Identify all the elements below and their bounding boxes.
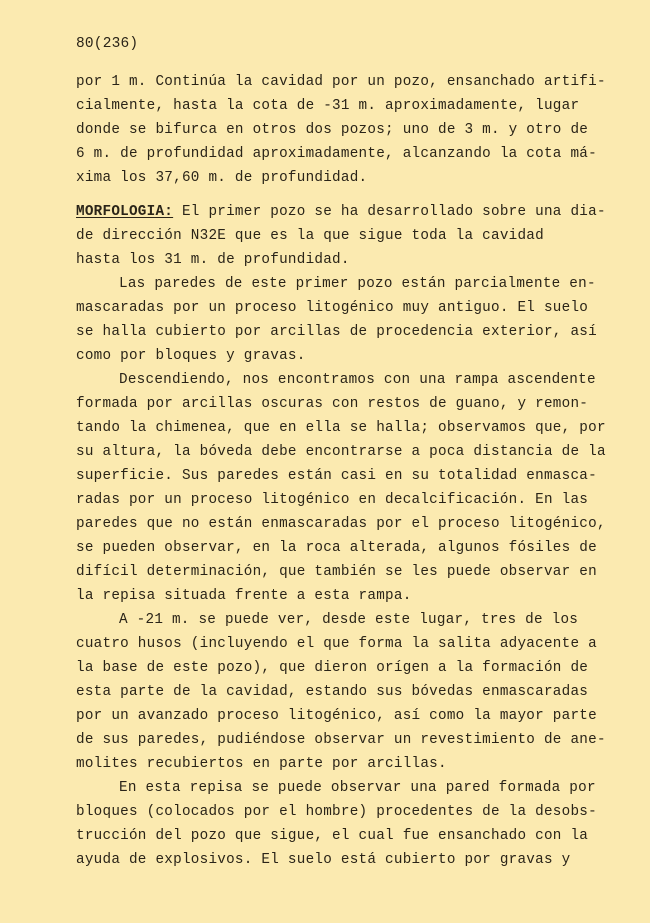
text-line: bloques (colocados por el hombre) procedentes de la desobs- (76, 804, 597, 820)
text-line: difícil determinación, que también se les puede observar en (76, 564, 597, 580)
text-line: mascaradas por un proceso litogénico muy antiguo. El suelo (76, 300, 589, 316)
text-line: de sus paredes, pudiéndose observar un revestimiento de ane- (76, 732, 606, 748)
section-heading-morfologia: MORFOLOGIA: (76, 204, 174, 220)
text-line: donde se bifurca en otros dos pozos; uno de 3 m. y otro de (76, 122, 589, 138)
text-line: trucción del pozo que sigue, el cual fue ensanchado con la (76, 828, 589, 844)
text-line: por 1 m. Continúa la cavidad por un pozo, ensanchado artifi- (76, 74, 606, 90)
text-line: como por bloques y gravas. (76, 348, 306, 364)
text-line: de dirección N32E que es la que sigue toda la cavidad (76, 228, 544, 244)
text-line: por un avanzado proceso litogénico, así como la mayor parte (76, 708, 597, 724)
text-line: formada por arcillas oscuras con restos de guano, y remon- (76, 396, 589, 412)
text-line: Las paredes de este primer pozo están parcialmente en- (119, 276, 596, 292)
text-line: se pueden observar, en la roca alterada, algunos fósiles de (76, 540, 597, 556)
text-line: Descendiendo, nos encontramos con una rampa ascendente (119, 372, 596, 388)
text-line: hasta los 31 m. de profundidad. (76, 252, 350, 268)
text-line: ayuda de explosivos. El suelo está cubierto por gravas y (76, 852, 571, 868)
text-line: A -21 m. se puede ver, desde este lugar, tres de los (119, 612, 579, 628)
text-line: xima los 37,60 m. de profundidad. (76, 170, 368, 186)
page-number: 80(236) (76, 36, 139, 52)
text-line: En esta repisa se puede observar una pared formada por (119, 780, 596, 796)
text-line: cuatro husos (incluyendo el que forma la salita adyacente a (76, 636, 597, 652)
text-line: esta parte de la cavidad, estando sus bóvedas enmascaradas (76, 684, 589, 700)
text-line: cialmente, hasta la cota de -31 m. aproximadamente, lugar (76, 98, 580, 114)
text-line: la repisa situada frente a esta rampa. (76, 588, 412, 604)
morfologia-text: El primer pozo se ha desarrollado sobre una dia- (173, 204, 606, 220)
text-line: su altura, la bóveda debe encontrarse a poca distancia de la (76, 444, 606, 460)
text-line: 6 m. de profundidad aproximadamente, alcanzando la cota má- (76, 146, 597, 162)
text-line: paredes que no están enmascaradas por el proceso litogénico, (76, 516, 606, 532)
text-line: se halla cubierto por arcillas de procedencia exterior, así (76, 324, 597, 340)
morfologia-line (76, 202, 606, 222)
text-line: tando la chimenea, que en ella se halla; observamos que, por (76, 420, 606, 436)
text-line: superficie. Sus paredes están casi en su totalidad enmasca- (76, 468, 597, 484)
text-line: la base de este pozo), que dieron orígen a la formación de (76, 660, 589, 676)
text-line: molites recubiertos en parte por arcillas. (76, 756, 447, 772)
text-line: radas por un proceso litogénico en decalcificación. En las (76, 492, 589, 508)
